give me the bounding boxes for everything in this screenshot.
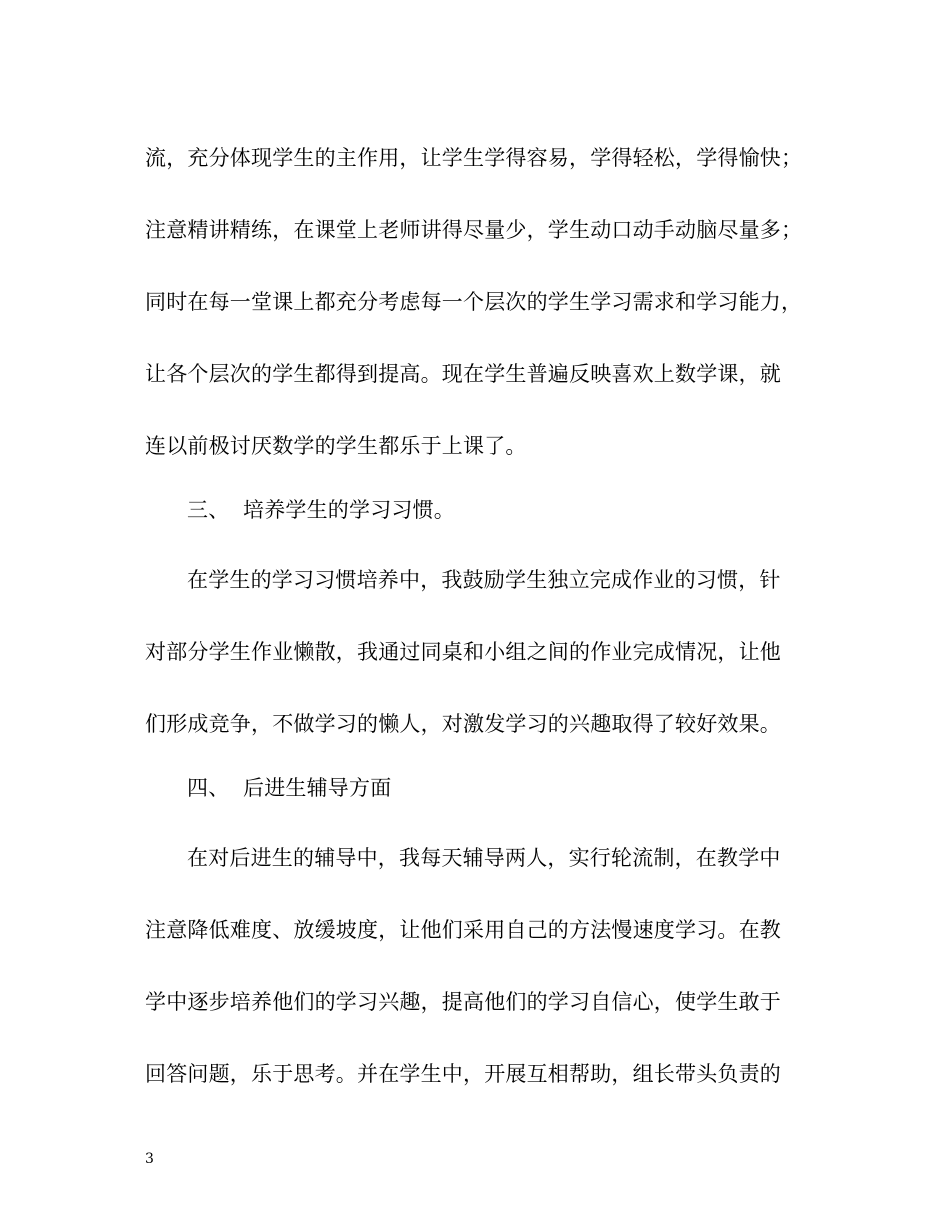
paragraph-line: 同时在每一堂课上都充分考虑每一个层次的学生学习需求和学习能力， — [145, 290, 803, 314]
paragraph-line: 们形成竞争，不做学习的懒人，对激发学习的兴趣取得了较好效果。 — [145, 712, 781, 736]
section-title: 培养学生的学习习惯。 — [243, 498, 455, 522]
section-heading-4 — [187, 774, 391, 802]
paragraph-line: 连以前极讨厌数学的学生都乐于上课了。 — [145, 434, 527, 458]
page-number: 3 — [145, 1151, 154, 1167]
paragraph-line: 让各个层次的学生都得到提高。现在学生普遍反映喜欢上数学课，就 — [145, 362, 781, 386]
section-title: 后进生辅导方面 — [243, 776, 392, 800]
paragraph-line: 回答问题，乐于思考。并在学生中，开展互相帮助，组长带头负责的 — [145, 1062, 781, 1086]
paragraph-line: 对部分学生作业懒散，我通过同桌和小组之间的作业完成情况，让他 — [145, 640, 781, 664]
paragraph-line: 注意精讲精练，在课堂上老师讲得尽量少，学生动口动手动脑尽量多； — [145, 218, 803, 242]
paragraph-line: 在对后进生的辅导中，我每天辅导两人，实行轮流制，在教学中 — [187, 846, 781, 870]
section-number: 四、 — [187, 776, 230, 800]
section-number: 三、 — [187, 498, 230, 522]
paragraph-line: 在学生的学习习惯培养中，我鼓励学生独立完成作业的习惯，针 — [187, 568, 781, 592]
paragraph-line: 注意降低难度、放缓坡度，让他们采用自己的方法慢速度学习。在教 — [145, 918, 781, 942]
paragraph-line: 流，充分体现学生的主作用，让学生学得容易，学得轻松，学得愉快； — [145, 146, 803, 170]
section-heading-3 — [187, 496, 455, 524]
paragraph-line: 学中逐步培养他们的学习兴趣，提高他们的学习自信心，使学生敢于 — [145, 990, 781, 1014]
